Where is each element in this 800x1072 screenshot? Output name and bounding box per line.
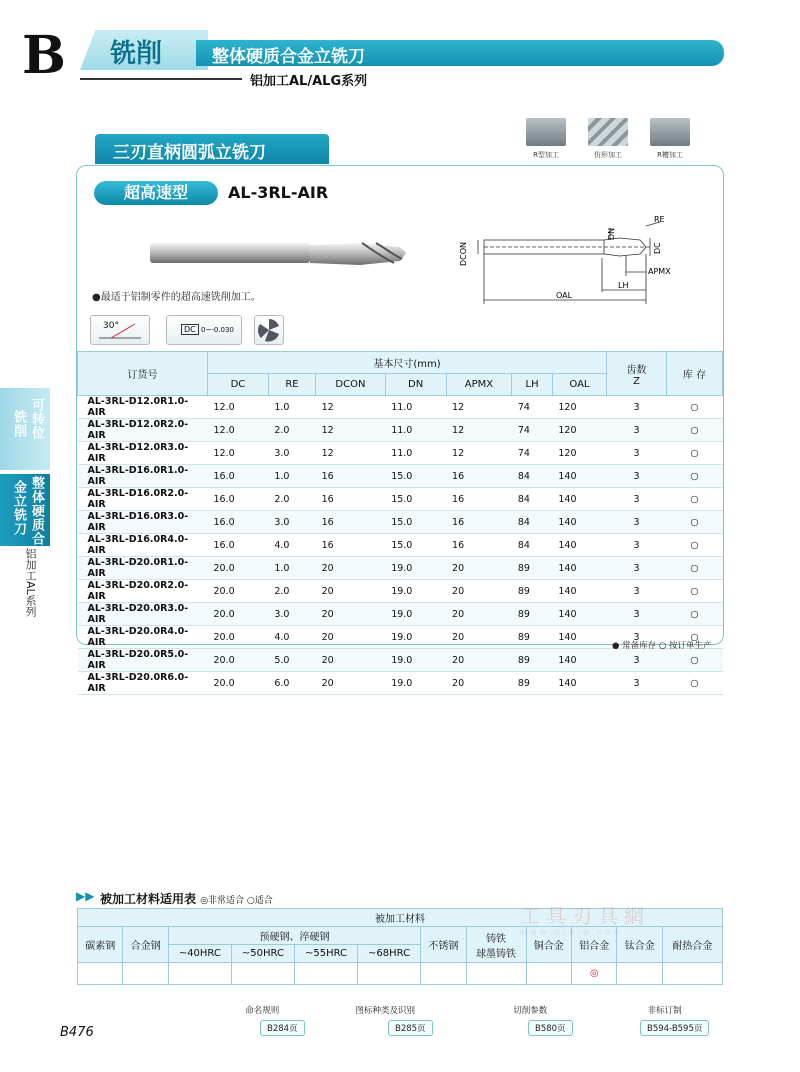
table-cell: 11.0	[385, 419, 446, 442]
table-cell: 120	[552, 442, 606, 465]
order-code: AL-3RL-D20.0R1.0- AIR	[78, 557, 208, 580]
table-cell: 3.0	[268, 603, 315, 626]
mat-alloy-steel: 合金钢	[123, 927, 168, 963]
order-code: AL-3RL-D12.0R2.0- AIR	[78, 419, 208, 442]
ref-icon-guide[interactable]: 图标种类及识别 B285页	[338, 1004, 433, 1036]
table-cell: 12	[446, 442, 512, 465]
table-cell: 2.0	[268, 419, 315, 442]
table-row	[78, 465, 723, 488]
table-cell: ○	[667, 419, 723, 442]
aluminum-suitability: ◎	[572, 963, 617, 985]
table-cell: 20	[446, 603, 512, 626]
table-cell: 12.0	[208, 419, 269, 442]
mat-h55: ~55HRC	[294, 945, 357, 963]
order-code: AL-3RL-D16.0R1.0- AIR	[78, 465, 208, 488]
table-cell: 3	[607, 465, 667, 488]
table-row	[78, 396, 723, 419]
col-teeth: 齿数 Z	[607, 352, 667, 396]
table-row	[78, 442, 723, 465]
subtitle-divider	[80, 78, 242, 80]
table-cell: 120	[552, 419, 606, 442]
table-cell: 16	[316, 465, 386, 488]
table-cell: 3	[607, 672, 667, 695]
table-row	[78, 488, 723, 511]
subcol-dcon: DCON	[316, 374, 386, 396]
table-cell: 19.0	[385, 603, 446, 626]
table-cell: 84	[512, 534, 553, 557]
order-code: AL-3RL-D12.0R3.0- AIR	[78, 442, 208, 465]
mat-aluminum: 铝合金	[572, 927, 617, 963]
table-cell: 140	[552, 465, 606, 488]
table-cell: 74	[512, 396, 553, 419]
ref-cutting-params[interactable]: 切削参数 B580页	[488, 1004, 573, 1036]
table-cell: 3	[607, 649, 667, 672]
table-cell: 4.0	[268, 626, 315, 649]
table-cell: 3	[607, 419, 667, 442]
mat-hardened-steel: 预硬钢、淬硬钢	[168, 927, 420, 945]
helix-angle-icon: 30°	[90, 315, 150, 345]
table-cell: 89	[512, 580, 553, 603]
table-cell: 20	[446, 672, 512, 695]
table-cell: 19.0	[385, 580, 446, 603]
table-cell: 12	[316, 442, 386, 465]
table-cell: 84	[512, 488, 553, 511]
table-cell: ○	[667, 442, 723, 465]
table-cell: 20.0	[208, 580, 269, 603]
table-cell: ○	[667, 534, 723, 557]
model-code: AL-3RL-AIR	[228, 183, 329, 202]
table-cell: ○	[667, 672, 723, 695]
table-cell: 3	[607, 580, 667, 603]
r-slot-icon	[650, 118, 690, 146]
table-cell: 89	[512, 557, 553, 580]
tolerance-icon: DC 0~-0.030	[166, 315, 242, 345]
page-subtitle: 铝加工AL/ALG系列	[250, 74, 368, 89]
table-row	[78, 603, 723, 626]
side-tab-al-series[interactable]: 铝加工AL系列	[24, 548, 37, 617]
mat-carbon-steel: 碳素钢	[78, 927, 123, 963]
machining-icon-r-slot: R槽加工	[648, 118, 692, 160]
table-cell: 20.0	[208, 603, 269, 626]
table-cell: 20	[316, 603, 386, 626]
materials-row	[78, 963, 723, 985]
order-code: AL-3RL-D20.0R2.0- AIR	[78, 580, 208, 603]
product-tab: 三刃直柄圆弧立铣刀	[95, 134, 329, 164]
table-cell: 140	[552, 511, 606, 534]
table-cell: 2.0	[268, 580, 315, 603]
table-cell: 12	[316, 396, 386, 419]
section-arrow-icon: ▶▶	[76, 889, 95, 903]
end-mill-image	[150, 237, 406, 269]
col-stock: 库 存	[667, 352, 723, 396]
table-cell: 4.0	[268, 534, 315, 557]
table-cell: 3	[607, 511, 667, 534]
ref-naming-rules[interactable]: 命名规则 B284页	[220, 1004, 305, 1036]
table-cell: 12.0	[208, 442, 269, 465]
table-cell: 16	[316, 488, 386, 511]
table-cell: 20	[316, 626, 386, 649]
table-cell: 19.0	[385, 649, 446, 672]
col-basic-size: 基本尺寸(mm)	[208, 352, 607, 374]
table-row	[78, 419, 723, 442]
table-cell: 89	[512, 672, 553, 695]
table-row	[78, 649, 723, 672]
order-code: AL-3RL-D12.0R1.0- AIR	[78, 396, 208, 419]
table-cell: 89	[512, 626, 553, 649]
table-cell: 6.0	[268, 672, 315, 695]
table-cell: 20.0	[208, 649, 269, 672]
three-flute-icon	[254, 315, 284, 345]
side-tab-indexable[interactable]: 可转位 铣削	[0, 388, 50, 470]
subcol-re: RE	[268, 374, 315, 396]
table-cell: 20	[316, 672, 386, 695]
table-cell: 140	[552, 580, 606, 603]
side-tab-solid-carbide[interactable]: 整体硬质合 金立铣刀	[0, 474, 50, 546]
table-cell: 16	[446, 511, 512, 534]
table-cell: 12	[446, 419, 512, 442]
table-cell: 3	[607, 626, 667, 649]
table-cell: 15.0	[385, 488, 446, 511]
table-cell: 140	[552, 557, 606, 580]
table-cell: 16	[446, 488, 512, 511]
table-cell: 20	[316, 649, 386, 672]
table-cell: 3	[607, 603, 667, 626]
table-cell: ○	[667, 557, 723, 580]
col-order-no: 订货号	[78, 352, 208, 396]
table-cell: 16	[446, 465, 512, 488]
table-cell: 3	[607, 534, 667, 557]
table-cell: 5.0	[268, 649, 315, 672]
table-cell: 3.0	[268, 442, 315, 465]
table-cell: 3	[607, 488, 667, 511]
machining-icon-r-type: R型加工	[524, 118, 568, 160]
table-cell: 3	[607, 557, 667, 580]
watermark: 工具刃具網 WWW.GLRJW.COM	[520, 904, 650, 937]
table-cell: 20.0	[208, 557, 269, 580]
table-cell: ○	[667, 603, 723, 626]
table-cell: 1.0	[268, 557, 315, 580]
table-cell: 11.0	[385, 396, 446, 419]
dcon-label: DCON	[459, 241, 468, 266]
machining-icon-profile: 仿形加工	[586, 118, 630, 160]
table-row	[78, 557, 723, 580]
subcol-dn: DN	[385, 374, 446, 396]
table-cell: 16.0	[208, 465, 269, 488]
table-cell: 16.0	[208, 534, 269, 557]
table-cell: 20	[316, 557, 386, 580]
page-number: B476	[60, 1025, 94, 1040]
table-cell: 19.0	[385, 626, 446, 649]
table-cell: 16	[316, 511, 386, 534]
table-cell: 140	[552, 649, 606, 672]
table-row	[78, 672, 723, 695]
table-cell: 20.0	[208, 672, 269, 695]
table-cell: 3	[607, 442, 667, 465]
profile-icon	[588, 118, 628, 146]
table-cell: 19.0	[385, 557, 446, 580]
table-cell: ○	[667, 511, 723, 534]
table-cell: 20	[446, 626, 512, 649]
materials-title: 被加工材料适用表 ◎非常适合 ○适合	[100, 892, 273, 906]
subcol-apmx: APMX	[446, 374, 512, 396]
order-code: AL-3RL-D16.0R4.0- AIR	[78, 534, 208, 557]
dc-label: DC	[653, 242, 662, 254]
table-cell: ○	[667, 649, 723, 672]
type-pill: 超高速型	[94, 181, 218, 205]
r-groove-icon	[526, 118, 566, 146]
dn-label: DN	[607, 227, 616, 240]
feature-note: ●最适于铝制零件的超高速铣削加工。	[92, 292, 261, 303]
table-cell: 16	[316, 534, 386, 557]
dimension-diagram	[450, 210, 690, 310]
subcol-dc: DC	[208, 374, 269, 396]
table-cell: 140	[552, 626, 606, 649]
re-label: RE	[654, 215, 665, 224]
table-cell: 2.0	[268, 488, 315, 511]
table-cell: 12	[446, 396, 512, 419]
table-cell: 20	[446, 557, 512, 580]
table-cell: ○	[667, 626, 723, 649]
stock-legend: ● 常备库存 ○ 按订单生产	[612, 641, 712, 651]
table-cell: 140	[552, 672, 606, 695]
table-cell: 89	[512, 603, 553, 626]
order-code: AL-3RL-D20.0R6.0- AIR	[78, 672, 208, 695]
mat-stainless: 不锈钢	[421, 927, 466, 963]
table-cell: 20.0	[208, 626, 269, 649]
table-cell: 12	[316, 419, 386, 442]
table-cell: 1.0	[268, 465, 315, 488]
table-cell: ○	[667, 488, 723, 511]
lh-label: LH	[618, 281, 629, 290]
apmx-label: APMX	[648, 267, 671, 276]
mat-h50: ~50HRC	[231, 945, 294, 963]
table-cell: ○	[667, 396, 723, 419]
table-cell: 16.0	[208, 511, 269, 534]
table-cell: 16	[446, 534, 512, 557]
table-cell: 89	[512, 649, 553, 672]
order-code: AL-3RL-D20.0R4.0- AIR	[78, 626, 208, 649]
table-row	[78, 580, 723, 603]
mat-cast-iron: 铸铁 球墨铸铁	[466, 927, 526, 963]
mat-h40: ~40HRC	[168, 945, 231, 963]
table-cell: 3	[607, 396, 667, 419]
table-cell: 12.0	[208, 396, 269, 419]
table-cell: 20	[446, 580, 512, 603]
table-cell: 15.0	[385, 511, 446, 534]
table-cell: 84	[512, 465, 553, 488]
page-title: 整体硬质合金立铣刀	[212, 47, 365, 67]
oal-label: OAL	[556, 291, 573, 300]
table-cell: 140	[552, 603, 606, 626]
table-cell: 19.0	[385, 672, 446, 695]
order-code: AL-3RL-D20.0R3.0- AIR	[78, 603, 208, 626]
table-cell: 74	[512, 419, 553, 442]
order-code: AL-3RL-D20.0R5.0- AIR	[78, 649, 208, 672]
subcol-lh: LH	[512, 374, 553, 396]
table-cell: ○	[667, 465, 723, 488]
table-row	[78, 511, 723, 534]
table-cell: 140	[552, 488, 606, 511]
table-cell: 20	[446, 649, 512, 672]
mat-h68: ~68HRC	[358, 945, 421, 963]
mat-copper: 铜合金	[526, 927, 571, 963]
table-row	[78, 534, 723, 557]
table-cell: 11.0	[385, 442, 446, 465]
table-cell: 20	[316, 580, 386, 603]
table-cell: 1.0	[268, 396, 315, 419]
materials-group-header: 被加工材料	[78, 909, 723, 927]
table-cell: 74	[512, 442, 553, 465]
table-cell: 140	[552, 534, 606, 557]
order-code: AL-3RL-D16.0R3.0- AIR	[78, 511, 208, 534]
section-name: 铣削	[110, 39, 163, 69]
table-cell: 16.0	[208, 488, 269, 511]
table-cell: ○	[667, 580, 723, 603]
section-letter: B	[22, 25, 66, 86]
table-cell: 120	[552, 396, 606, 419]
mat-titanium: 钛合金	[617, 927, 662, 963]
table-cell: 84	[512, 511, 553, 534]
ref-custom-order[interactable]: 非标订制 B594-B595页	[620, 1004, 709, 1036]
mat-heat-resistant: 耐热合金	[662, 927, 722, 963]
order-code: AL-3RL-D16.0R2.0- AIR	[78, 488, 208, 511]
table-cell: 15.0	[385, 534, 446, 557]
table-cell: 15.0	[385, 465, 446, 488]
table-cell: 3.0	[268, 511, 315, 534]
subcol-oal: OAL	[552, 374, 606, 396]
